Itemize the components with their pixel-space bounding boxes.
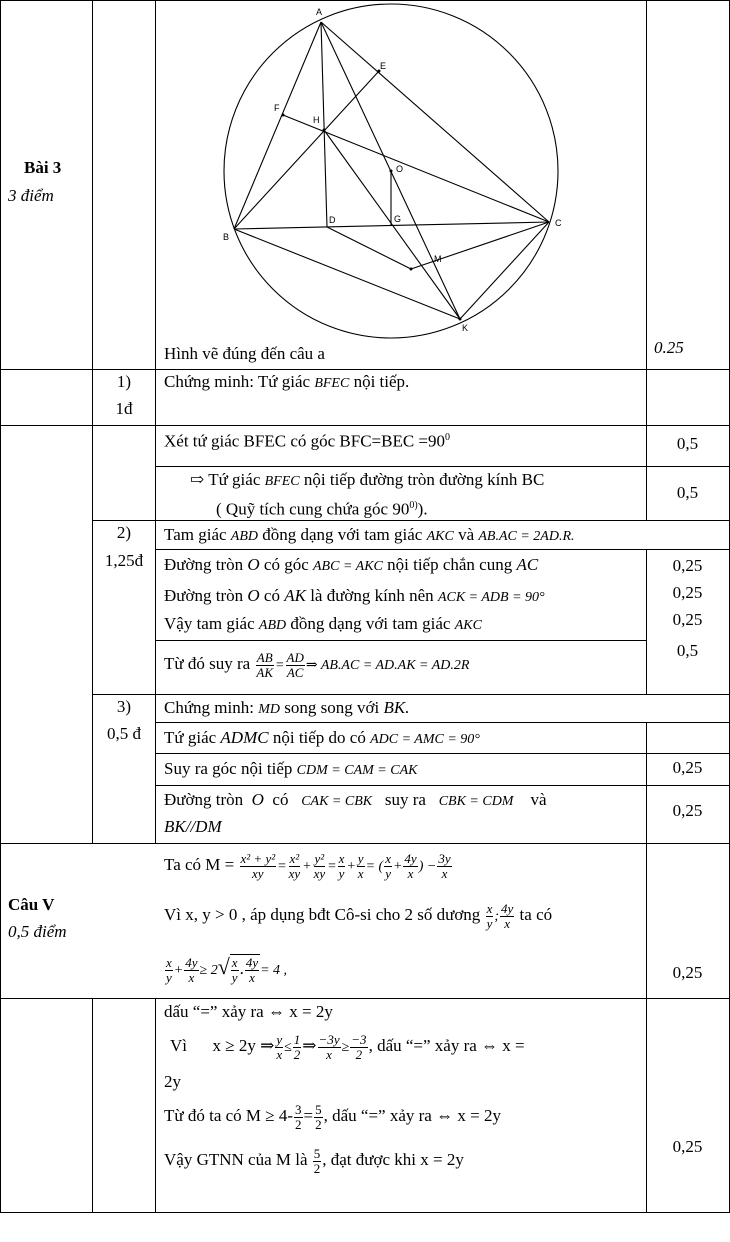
cau5-cont-score: 0,25	[672, 1137, 703, 1156]
grid-line	[0, 998, 730, 999]
grid-line	[155, 722, 730, 723]
altitude-be	[234, 71, 379, 229]
grid-line	[155, 785, 730, 786]
part2-points: 1,25đ	[104, 551, 144, 570]
part3-line2: Suy ra góc nội tiếp CDM = CAM = CAK	[164, 759, 418, 778]
part3-task: Chứng minh: MD song song với BK.	[164, 698, 410, 717]
cau5-cont-line1: dấu “=” xảy ra ⇔ x = 2y	[164, 1002, 333, 1021]
grid-line	[155, 640, 646, 641]
cau5-line3: $\frac{x}{y}$ + $\frac{4y}{x}$ ≥ 2√ $\frac{x}{y}$ . $\frac{4y}{x}$ = 4 ,	[166, 954, 288, 985]
segment-ck	[460, 222, 549, 319]
label-b: B	[223, 232, 230, 242]
part2-line3: Vậy tam giác ABD đồng dạng với tam giác AKC	[164, 614, 482, 633]
part1-task: Chứng minh: Tứ giác BFEC nội tiếp.	[164, 372, 410, 391]
cau5-cont-line4: Vậy GTNN của M là $\frac{5}{2}$ , đạt được khi x = 2y	[164, 1145, 464, 1176]
label-o: O	[396, 164, 404, 174]
grid-line	[646, 0, 647, 369]
grid-line	[92, 998, 93, 1212]
label-g: G	[394, 214, 402, 224]
grid-line	[92, 694, 730, 695]
part2-number: 2)	[116, 523, 132, 542]
label-f: F	[274, 103, 280, 113]
grid-line	[155, 549, 730, 550]
cau5-line1: Ta có M = $\frac{\text{x² + y²}}{xy}$ = $\frac{\text{x²}}{xy}$ + $\frac{\text{y²}}{xy}$ = $\frac{x}{y}$ + $\frac{y}{x}$ = ( $\frac{x}{y}$ + $\frac{4y}{x}$ ) − $\frac{3y}{x}$	[164, 850, 451, 881]
part2-line2-score: 0,25	[672, 583, 703, 602]
segment-ac	[321, 22, 549, 222]
altitude-cf	[283, 115, 549, 222]
cau5-title: Câu V	[8, 895, 55, 914]
part3-points: 0,5 đ	[107, 724, 141, 743]
part1-step2-line2: ( Quỹ tích cung chứa góc 90$^{0)}$).	[216, 499, 428, 519]
part3-line3-score: 0,25	[672, 801, 703, 820]
part3-line1: Tứ giác ADMC nội tiếp do có ADC = AMC = 90°	[164, 728, 480, 747]
label-k: K	[462, 323, 469, 333]
altitude-ad	[321, 22, 327, 227]
part3-line2-score: 0,25	[672, 758, 703, 777]
grid-line	[92, 520, 730, 521]
part3-number: 3)	[116, 697, 132, 716]
part2-task: Tam giác ABD đồng dạng với tam giác AKC và AB.AC = 2AD.R.	[164, 525, 575, 544]
label-c: C	[555, 218, 562, 228]
part2-line1: Đường tròn O có góc ABC = AKC nội tiếp chắn cung AC	[164, 555, 539, 574]
grid-line	[155, 753, 730, 754]
grid-line	[646, 369, 647, 425]
label-d: D	[329, 215, 336, 225]
label-a: A	[316, 7, 323, 17]
cau5-cont-line3: Từ đó ta có M ≥ 4- $\frac{3}{2}$ = $\frac{5}{2}$ , dấu “=” xảy ra ⇔ x = 2y	[164, 1101, 501, 1132]
part3-line3-cont: BK//DM	[164, 817, 222, 836]
part1-step2-score: 0,5	[676, 483, 699, 502]
part1-step2: ⇨ Tứ giác BFEC nội tiếp đường tròn đường kính BC	[190, 470, 545, 489]
cau5-line3-score: 0,25	[672, 963, 703, 982]
part2-line1-score: 0,25	[672, 556, 703, 575]
label-e: E	[380, 61, 387, 71]
figure-caption: Hình vẽ đúng đến câu a	[164, 344, 325, 363]
part1-number: 1)	[116, 372, 132, 391]
label-h: H	[313, 115, 320, 125]
cau5-cont-line2b: 2y	[164, 1072, 181, 1091]
part2-line4: Từ đó suy ra $\frac{AB}{AK}$ = $\frac{AD}{AC}$ ⇒ AB.AC = AD.AK = AD.2R	[164, 649, 470, 680]
grid-line	[155, 466, 730, 467]
grid-line	[646, 722, 647, 843]
part1-step1-score: 0,5	[676, 434, 699, 453]
bai3-points: 3 điểm	[8, 186, 54, 205]
cau5-points: 0,5 điểm	[8, 922, 67, 941]
grid-line	[0, 369, 730, 370]
grid-line	[155, 998, 156, 1212]
figure-score: 0.25	[654, 338, 684, 357]
label-m: M	[434, 254, 442, 264]
bai3-title: Bài 3	[24, 158, 62, 177]
grid-line	[646, 998, 647, 1212]
part2-line2: Đường tròn O có AK là đường kính nên ACK = ADB = 90°	[164, 586, 545, 605]
segment-bk	[234, 229, 460, 319]
geometry-figure	[156, 1, 645, 346]
cau5-line2: Vì x, y > 0 , áp dụng bđt Cô-si cho 2 số dương $\frac{x}{y}$ ; $\frac{4y}{x}$ ta có	[164, 900, 553, 931]
grid-line	[0, 425, 730, 426]
part2-line4-score: 0,5	[676, 641, 699, 660]
grid-line	[0, 1212, 730, 1213]
part1-step1: Xét tứ giác BFEC có góc $BFC=BEC =90^0$	[164, 431, 451, 451]
grid-line	[0, 998, 1, 1212]
segment-mc	[411, 222, 549, 269]
cau5-cont-line2: Vì x ≥ 2y ⇒ $\frac{y}{x}$ ≤ $\frac{1}{2}$ ⇒ $\frac{-3y}{x}$ ≥ $\frac{-3}{2}$ , dấu “=” xảy ra ⇔ x =	[170, 1031, 525, 1062]
part1-points: 1đ	[115, 399, 133, 418]
grid-line	[0, 0, 1, 998]
grid-line	[0, 843, 730, 844]
part3-line3: Đường tròn O có CAK = CBK suy ra CBK = CDM và	[164, 790, 547, 809]
part2-line3-score: 0,25	[672, 610, 703, 629]
